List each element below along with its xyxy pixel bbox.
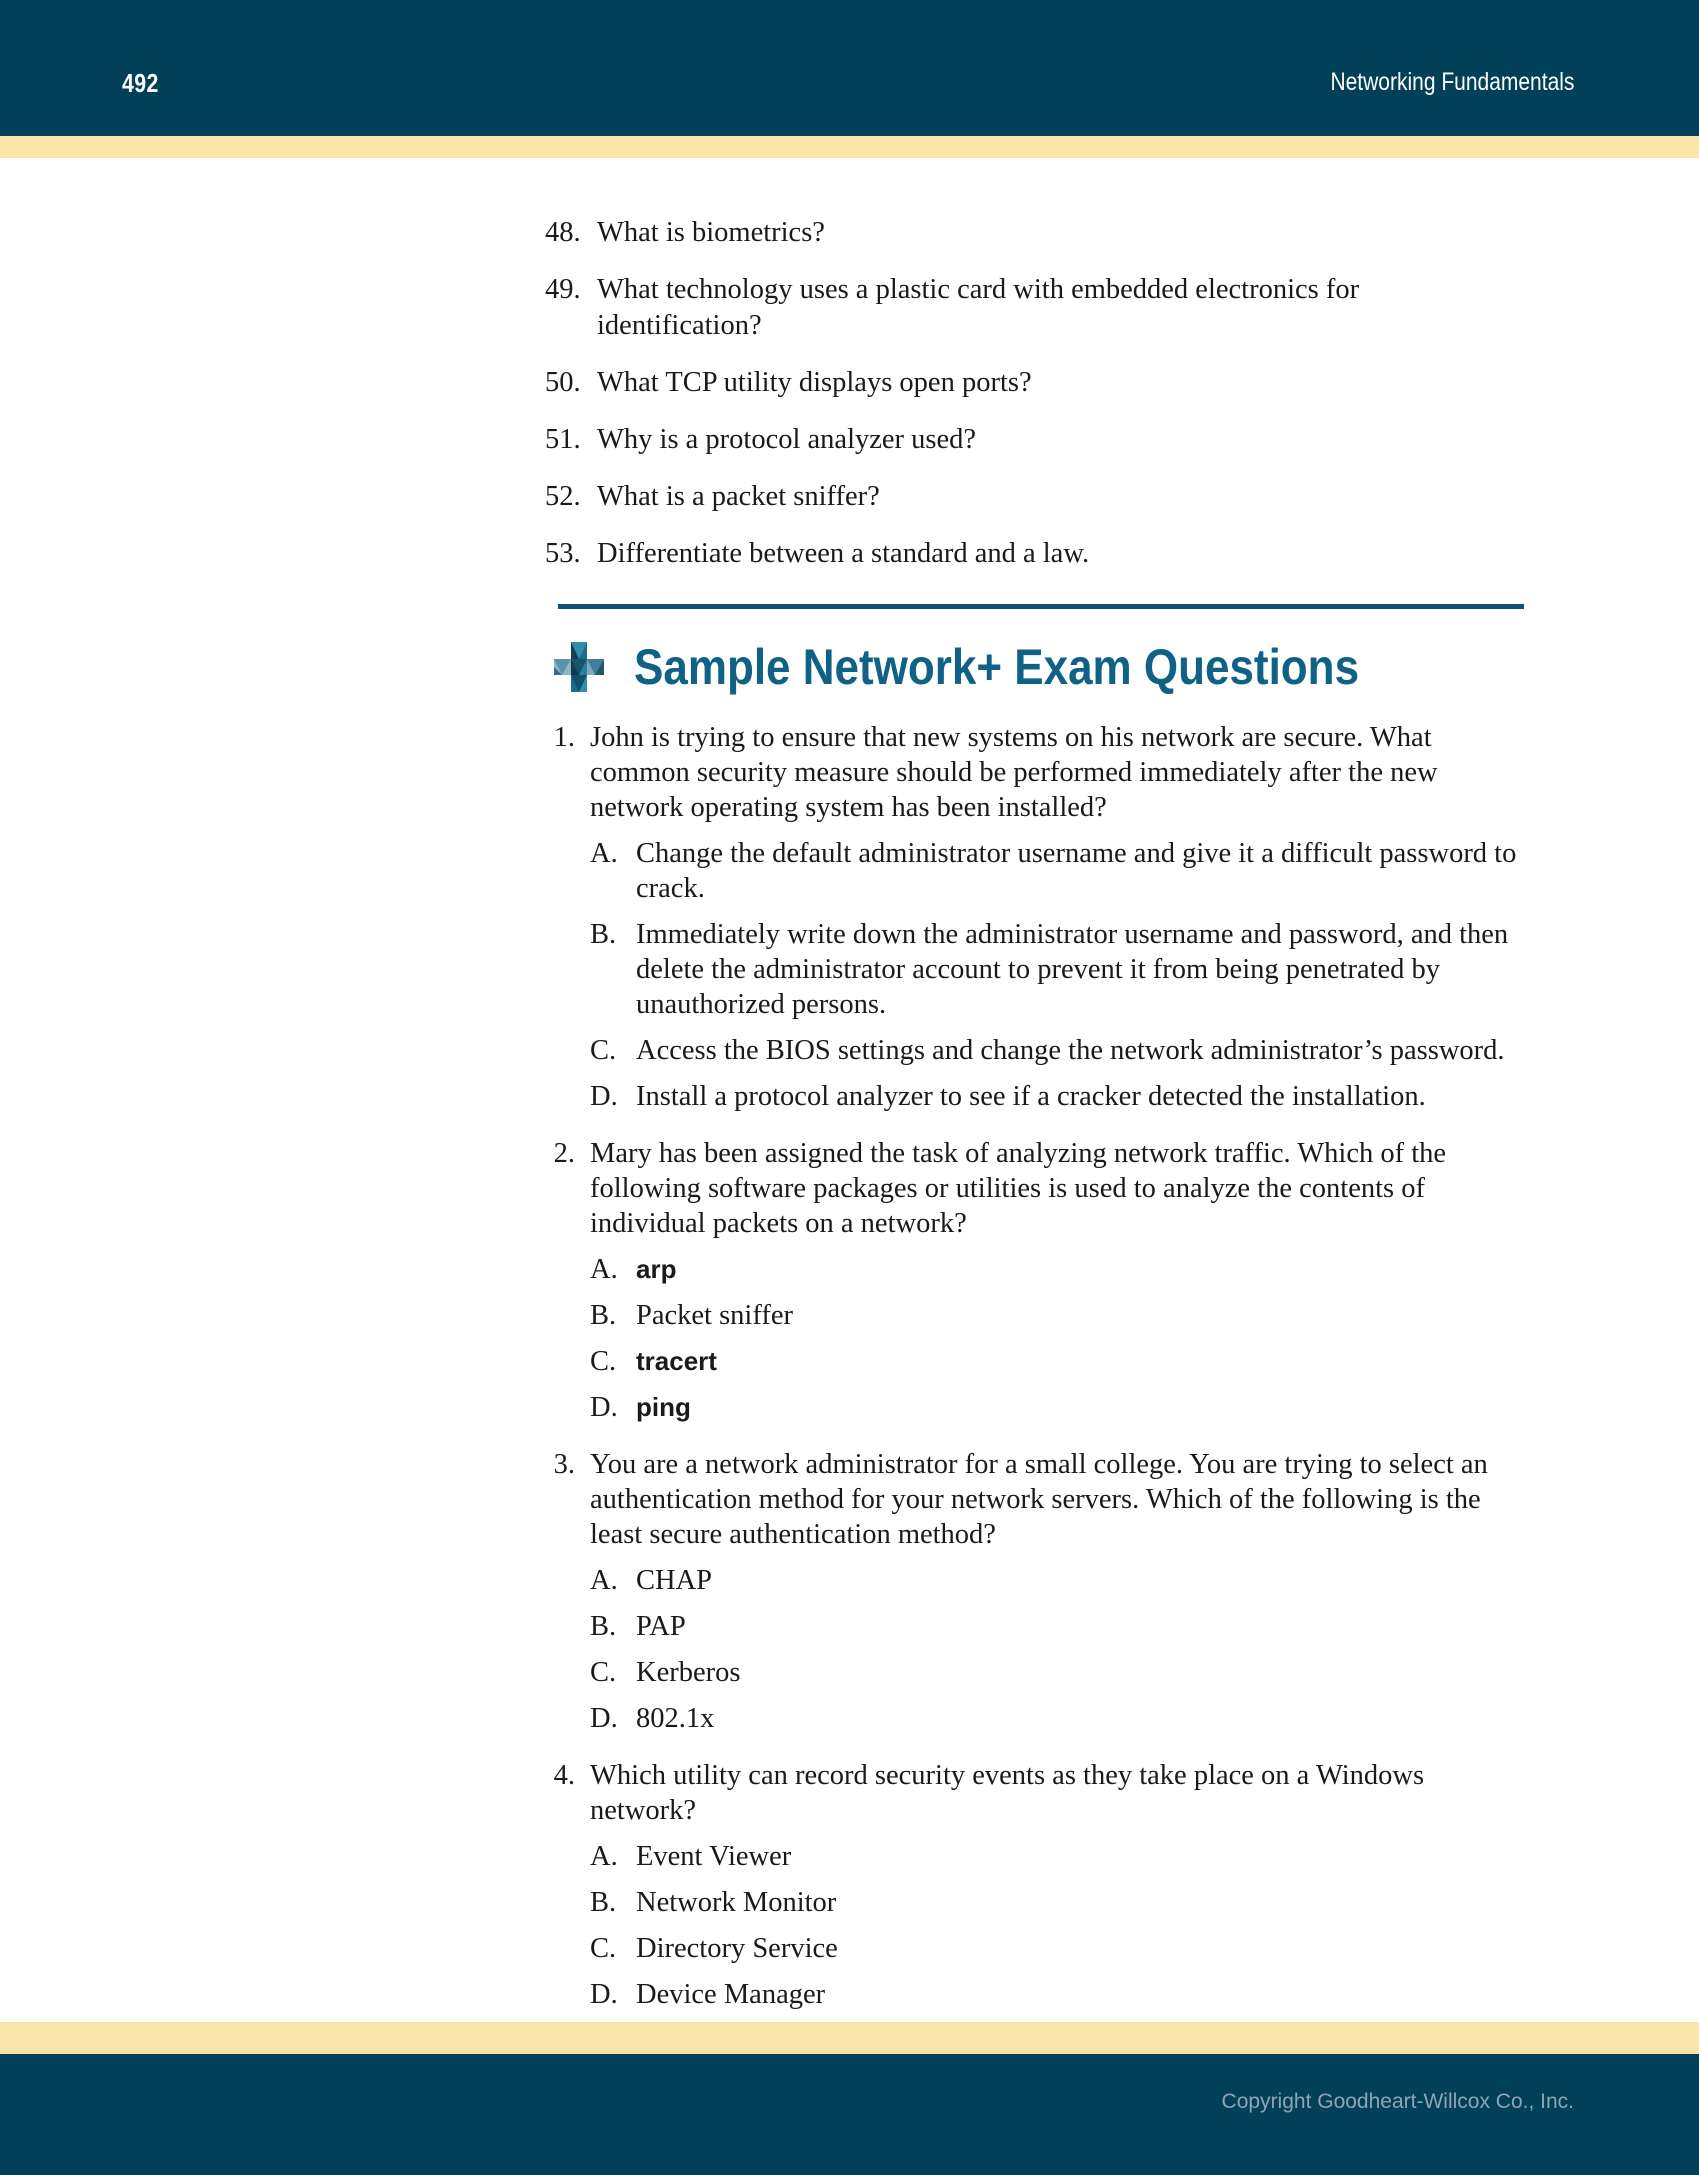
exam-question-stem (545, 1758, 1530, 1828)
page-content (545, 215, 1530, 2034)
exam-choice-item (545, 1344, 1530, 1379)
exam-question-text: Mary has been assigned the task of analyzing network traffic. Which of the following software packages or utilities is used to analyze the contents of individual packets on a network? (590, 1138, 1447, 1239)
exam-question-item (545, 1758, 1530, 2012)
review-question-text: What is a packet sniffer? (597, 481, 880, 512)
exam-choice-text: Change the default administrator username and give it a difficult password to crack. (636, 838, 1517, 904)
review-question-text: Differentiate between a standard and a law. (597, 538, 1090, 569)
exam-choice-list (545, 1252, 1530, 1425)
footer-accent-stripe (0, 2022, 1699, 2054)
review-question-number: 48. (545, 217, 581, 248)
exam-choice-text: tracert (636, 1346, 717, 1376)
exam-choice-item (545, 1839, 1530, 1874)
exam-choice-item (545, 1298, 1530, 1333)
exam-choice-text: PAP (636, 1611, 686, 1642)
exam-choice-letter: D. (590, 1392, 618, 1423)
review-question-item (545, 272, 1530, 344)
exam-choice-item (545, 1885, 1530, 1920)
exam-choice-item (545, 1079, 1530, 1114)
exam-choice-letter: C. (590, 1035, 617, 1066)
page-number: 492 (122, 68, 159, 98)
exam-choice-letter: A. (590, 1841, 618, 1872)
review-question-number: 53. (545, 538, 581, 569)
exam-choice-text: Network Monitor (636, 1887, 837, 1918)
exam-choice-text: Event Viewer (636, 1841, 792, 1872)
exam-question-number: 1. (553, 722, 575, 753)
page-header-band (0, 0, 1699, 136)
exam-choice-letter: A. (590, 1254, 618, 1285)
exam-choice-item (545, 1563, 1530, 1598)
exam-choice-letter: D. (590, 1979, 618, 2010)
exam-choice-text: CHAP (636, 1565, 713, 1596)
review-question-text: What TCP utility displays open ports? (597, 367, 1032, 398)
copyright-notice: Copyright Goodheart-Willcox Co., Inc. (1221, 2090, 1574, 2113)
exam-choice-list (545, 1563, 1530, 1736)
exam-choice-item (545, 1609, 1530, 1644)
exam-choice-letter: B. (590, 1300, 617, 1331)
exam-choice-item (545, 1977, 1530, 2012)
exam-choice-letter: D. (590, 1081, 618, 1112)
exam-choice-text: Packet sniffer (636, 1300, 793, 1331)
exam-choice-text: Access the BIOS settings and change the network administrator’s password. (636, 1035, 1505, 1066)
exam-question-number: 2. (553, 1138, 575, 1169)
review-question-number: 50. (545, 367, 581, 398)
exam-question-number: 3. (553, 1449, 575, 1480)
review-question-number: 52. (545, 481, 581, 512)
exam-question-item (545, 1447, 1530, 1736)
exam-choice-text: ping (636, 1392, 691, 1422)
exam-choice-item (545, 836, 1530, 906)
plus-cross-icon (550, 638, 608, 696)
exam-choice-text: Immediately write down the administrator username and password, and then delete the administrator account to prevent it from being penetrated by unauthorized persons. (636, 919, 1509, 1020)
exam-choice-text: Kerberos (636, 1657, 741, 1688)
exam-choice-item (545, 1390, 1530, 1425)
exam-question-text: John is trying to ensure that new systems on his network are secure. What common security measure should be performed immediately after the new network operating system has been installed? (590, 722, 1438, 823)
exam-question-number: 4. (553, 1760, 575, 1791)
review-question-item (545, 365, 1530, 401)
exam-choice-letter: B. (590, 1887, 617, 1918)
review-question-item (545, 479, 1530, 515)
exam-choice-text: arp (636, 1254, 677, 1284)
review-question-number: 49. (545, 274, 581, 305)
exam-question-text: You are a network administrator for a small college. You are trying to select an authentication method for your network servers. Which of the following is the least secure authentication method? (590, 1449, 1488, 1550)
exam-question-stem (545, 1447, 1530, 1552)
exam-choice-text: 802.1x (636, 1703, 715, 1734)
exam-choice-list (545, 1839, 1530, 2012)
exam-questions-list (545, 720, 1530, 2012)
exam-choice-item (545, 1033, 1530, 1068)
exam-choice-item (545, 1931, 1530, 1966)
review-question-text: What technology uses a plastic card with embedded electronics for identification? (597, 274, 1360, 341)
exam-choice-letter: C. (590, 1933, 617, 1964)
exam-choice-text: Device Manager (636, 1979, 826, 2010)
running-head-title: Networking Fundamentals (1330, 68, 1574, 96)
review-question-text: Why is a protocol analyzer used? (597, 424, 977, 455)
exam-choice-item (545, 917, 1530, 1022)
header-accent-stripe (0, 136, 1699, 158)
exam-choice-text: Install a protocol analyzer to see if a cracker detected the installation. (636, 1081, 1426, 1112)
review-question-item (545, 422, 1530, 458)
exam-choice-letter: C. (590, 1346, 617, 1377)
exam-choice-item (545, 1701, 1530, 1736)
review-question-item (545, 536, 1530, 572)
exam-question-stem (545, 720, 1530, 825)
review-questions-list (545, 215, 1530, 572)
exam-choice-letter: A. (590, 1565, 618, 1596)
section-title: Sample Network+ Exam Questions (634, 639, 1360, 695)
review-question-number: 51. (545, 424, 581, 455)
exam-choice-text: Directory Service (636, 1933, 838, 1964)
exam-choice-letter: C. (590, 1657, 617, 1688)
page-footer-band (0, 2054, 1699, 2175)
exam-choice-letter: B. (590, 1611, 617, 1642)
section-divider-rule (558, 604, 1524, 609)
exam-question-stem (545, 1136, 1530, 1241)
exam-choice-list (545, 836, 1530, 1114)
exam-choice-letter: A. (590, 838, 618, 869)
review-question-text: What is biometrics? (597, 217, 825, 248)
exam-choice-letter: D. (590, 1703, 618, 1734)
exam-choice-letter: B. (590, 919, 617, 950)
exam-question-item (545, 720, 1530, 1114)
exam-question-text: Which utility can record security events as they take place on a Windows network? (590, 1760, 1425, 1826)
exam-question-item (545, 1136, 1530, 1425)
review-question-item (545, 215, 1530, 251)
exam-choice-item (545, 1252, 1530, 1287)
exam-choice-item (545, 1655, 1530, 1690)
section-heading (550, 638, 1530, 696)
